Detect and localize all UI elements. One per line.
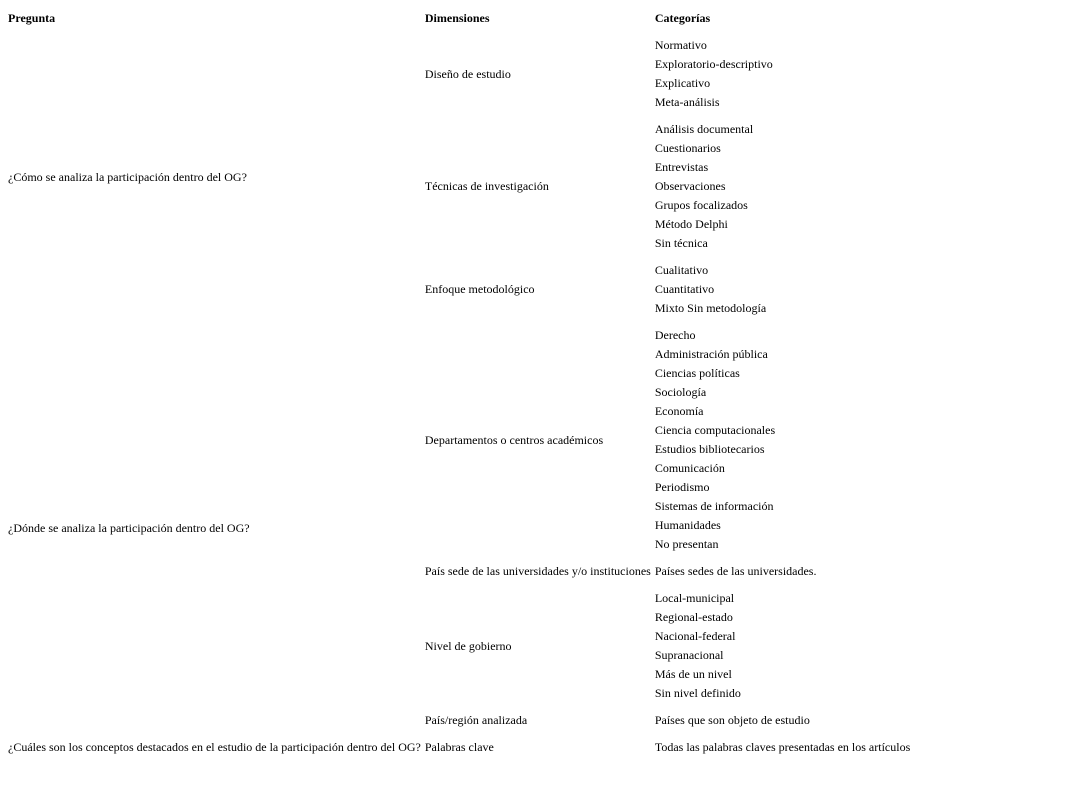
table-row <box>6 322 912 558</box>
table-row <box>6 32 912 116</box>
categories-cell <box>653 257 912 322</box>
categories-cell <box>653 558 912 585</box>
category-item: Comunicación <box>654 461 725 475</box>
question-donde: ¿Dónde se analiza la participación dentro del OG? <box>8 520 250 535</box>
category-item: Humanidades <box>654 518 721 532</box>
category-item: Países que son objeto de estudio <box>654 713 810 727</box>
category-item: Normativo <box>654 38 707 52</box>
category-item: Observaciones <box>654 179 726 193</box>
category-item: Cuestionarios <box>654 141 721 155</box>
category-item: Regional-estado <box>654 610 733 624</box>
category-item: Exploratorio-descriptivo <box>654 57 773 71</box>
header-row <box>6 8 912 32</box>
category-item: Ciencias políticas <box>654 366 740 380</box>
category-item: Supranacional <box>654 648 724 662</box>
category-item: Estudios bibliotecarios <box>654 442 765 456</box>
category-item: Administración pública <box>654 347 768 361</box>
header-categorias: Categorías <box>654 11 711 25</box>
category-item: Entrevistas <box>654 160 709 174</box>
dimension-cell: Nivel de gobierno <box>424 638 512 653</box>
category-item: Meta-análisis <box>654 95 720 109</box>
category-item: Sociología <box>654 385 707 399</box>
categories-cell <box>653 322 912 558</box>
dimension-cell: Diseño de estudio <box>424 66 511 81</box>
category-item: Método Delphi <box>654 217 728 231</box>
categories-cell <box>653 734 912 761</box>
dimension-cell: Enfoque metodológico <box>424 282 535 296</box>
category-item: Economía <box>654 404 704 418</box>
categories-cell <box>653 707 912 734</box>
category-item: No presentan <box>654 537 719 551</box>
categories-cell <box>653 585 912 707</box>
question-como: ¿Cómo se analiza la participación dentro del OG? <box>8 169 247 184</box>
dimension-cell: Técnicas de investigación <box>424 179 549 193</box>
category-item: Explicativo <box>654 76 711 90</box>
dimension-cell: Palabras clave <box>424 740 494 754</box>
category-item: Países sedes de las universidades. <box>654 564 817 578</box>
category-item: Cuantitativo <box>654 282 715 296</box>
category-item: Sin nivel definido <box>654 686 741 700</box>
category-item: Derecho <box>654 328 696 342</box>
categories-cell <box>653 116 912 257</box>
category-item: Nacional-federal <box>654 629 736 643</box>
categories-cell <box>653 32 912 116</box>
dimension-cell: País sede de las universidades y/o instituciones <box>424 564 651 578</box>
header-dimensiones: Dimensiones <box>424 11 490 25</box>
category-item: Local-municipal <box>654 591 735 605</box>
table-row <box>6 734 912 761</box>
category-item: Periodismo <box>654 480 710 494</box>
dimension-cell: Departamentos o centros académicos <box>424 432 604 447</box>
dimension-cell: País/región analizada <box>424 713 528 727</box>
category-item: Grupos focalizados <box>654 198 748 212</box>
category-item: Más de un nivel <box>654 667 732 681</box>
research-table <box>6 8 912 761</box>
category-item: Análisis documental <box>654 122 754 136</box>
category-item: Cualitativo <box>654 263 709 277</box>
category-item: Todas las palabras claves presentadas en los artículos <box>654 740 911 754</box>
header-pregunta: Pregunta <box>8 11 56 25</box>
question-cuales: ¿Cuáles son los conceptos destacados en el estudio de la participación dentro del OG? <box>8 740 421 754</box>
category-item: Sistemas de información <box>654 499 774 513</box>
category-item: Mixto Sin metodología <box>654 301 767 315</box>
category-item: Ciencia computacionales <box>654 423 776 437</box>
category-item: Sin técnica <box>654 236 708 250</box>
